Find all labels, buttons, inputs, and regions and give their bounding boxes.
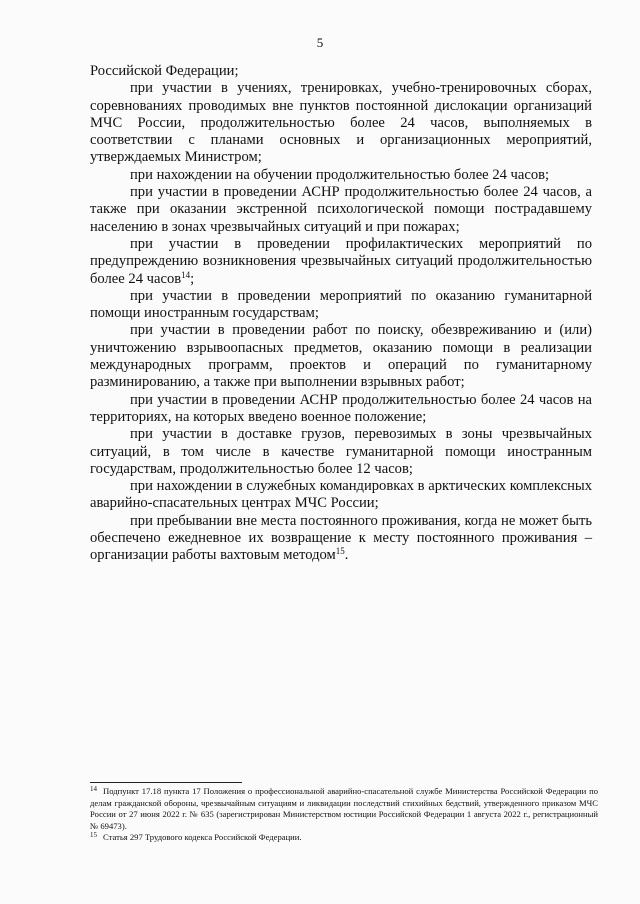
footnote [90, 786, 598, 832]
footnote-text: Статья 297 Трудового кодекса Российской Федерации. [103, 832, 302, 843]
paragraph [90, 513, 592, 565]
footnote-text: Подпункт 17.18 пункта 17 Положения о профессиональной аварийно-спасательной службе Министерства Российской Федерации по делам гражданской обороны, чрезвычайным ситуациям и ликвидации последствий стихийных бедствий, утвержденного приказом МЧС России от 27 июня 2022 г. № 635 (зарегистрирован Министерством юстиции Российской Федерации 1 августа 2022 г., регистрационный № 69473). [90, 786, 598, 831]
footnotes [90, 786, 598, 844]
footnote-separator [90, 782, 242, 783]
paragraph-tail: . [344, 547, 349, 564]
paragraph: Российской Федерации; [90, 63, 239, 79]
paragraph: при участии в проведении работ по поиску, обезвреживанию и (или) уничтожению взрывоопасных предметов, оказанию помощи в реализации международных программ, проектов и операций по гуманитарному разминированию, а также при выполнении взрывных работ; [90, 322, 592, 391]
footnote-mark: 14 [90, 785, 97, 793]
paragraph: при участии в доставке грузов, перевозимых в зоны чрезвычайных ситуаций, в том числе в качестве гуманитарной помощи иностранным государствам, продолжительностью более 12 часов; [90, 426, 592, 477]
footnote [90, 832, 598, 844]
paragraph: при участии в проведении мероприятий по оказанию гуманитарной помощи иностранным государствам; [90, 287, 592, 322]
paragraph: при нахождении в служебных командировках в арктических комплексных аварийно-спасательных центрах МЧС России; [90, 478, 592, 512]
paragraph-text: при участии в проведении профилактических мероприятий по предупреждению возникновения чрезвычайных ситуаций продолжительностью более 24 часов [90, 235, 592, 287]
paragraph: при участии в учениях, тренировках, учебно-тренировочных сборах, соревнованиях проводимых вне пунктов постоянной дислокации организаций МЧС России, продолжительностью более 24 часов, выполняемых в соответствии с планами основных и организационных мероприятий, утверждаемых Министром; [90, 80, 592, 166]
footnote-ref: 15 [335, 546, 345, 557]
page-number: 5 [316, 35, 324, 50]
paragraph-tail: ; [190, 270, 195, 287]
paragraph: при участии в проведении АСНР продолжительностью более 24 часов на территориях, на которых введено военное положение; [90, 391, 592, 425]
paragraph: при нахождении на обучении продолжительностью более 24 часов; [130, 166, 550, 183]
footnote-ref: 14 [181, 269, 191, 280]
paragraph-text: при пребывании вне места постоянного проживания, когда не может быть обеспечено ежедневное их возвращение к месту постоянного проживания – организации работы вахтовым методом [90, 512, 592, 564]
footnote-mark: 15 [90, 831, 97, 840]
paragraph [90, 236, 592, 288]
paragraph: при участии в проведении АСНР продолжительностью более 24 часов, а также при оказании экстренной психологической помощи пострадавшему населению в зонах чрезвычайных ситуаций и при пожарах; [90, 184, 592, 235]
body-text [90, 63, 592, 565]
